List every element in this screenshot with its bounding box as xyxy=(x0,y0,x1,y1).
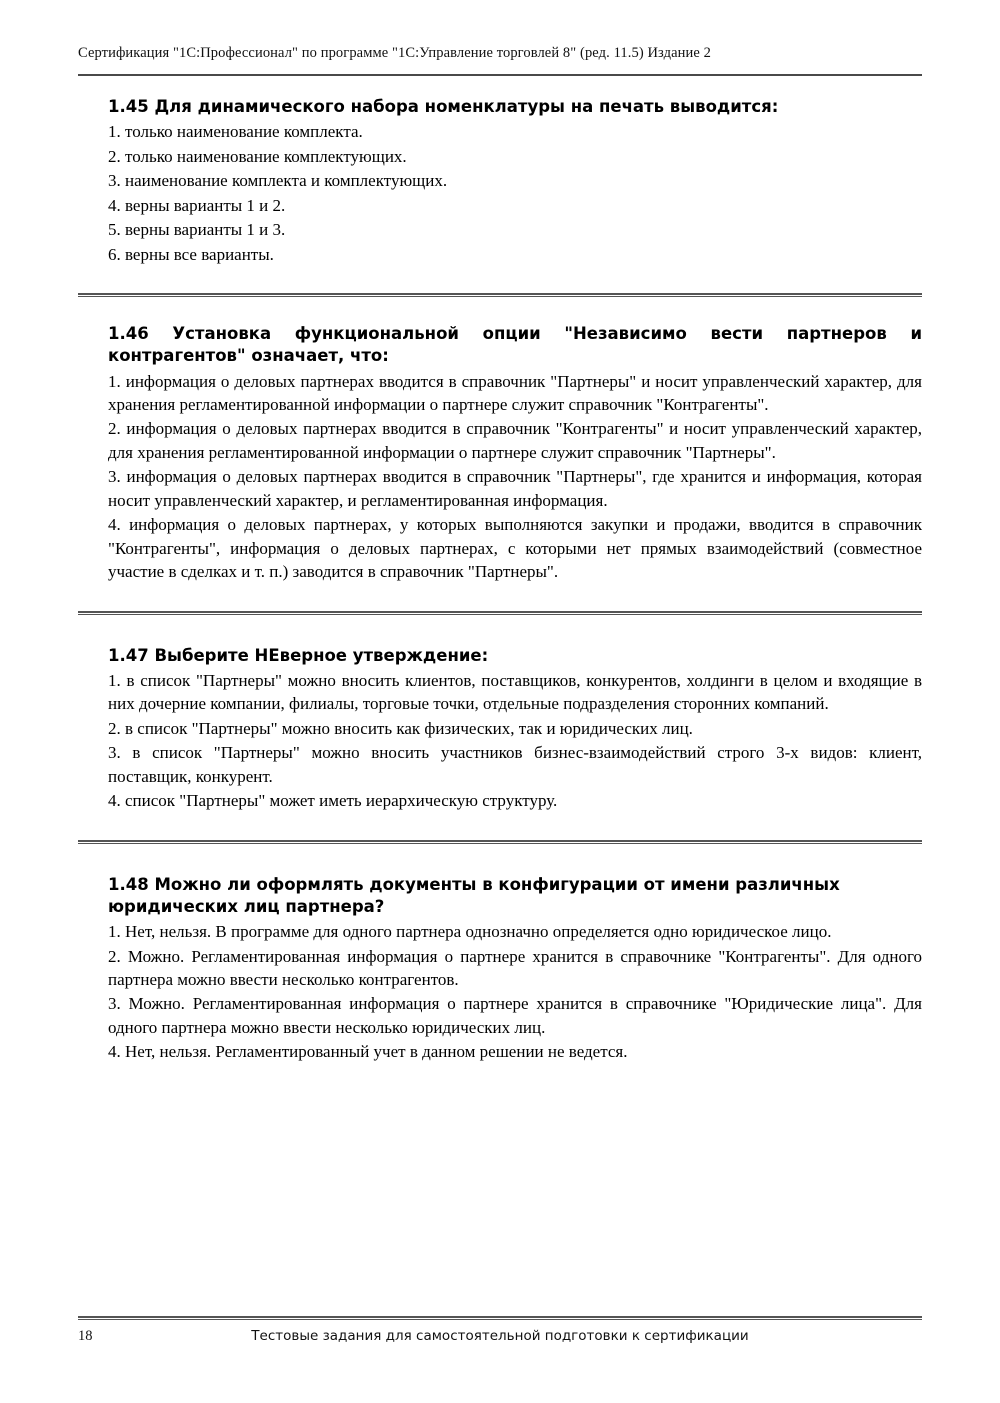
question-number-1-45: 1.45 xyxy=(108,97,149,116)
question-text-1-45: Для динамического набора номенклатуры на печать выводится: xyxy=(154,97,779,116)
question-number-1-48: 1.48 xyxy=(108,874,149,894)
footer-divider xyxy=(78,1316,922,1320)
answer-list-1-48 xyxy=(108,920,922,1064)
question-block-1-48 xyxy=(78,874,922,1064)
question-text-1-46: Установка функциональной опции "Независимо вести партнеров и контрагентов" означает, что: xyxy=(108,323,923,366)
question-block-1-46 xyxy=(78,323,922,584)
list-item: 1. только наименование комплекта. xyxy=(108,122,363,142)
list-item: 2. только наименование комплектующих. xyxy=(108,146,407,166)
header-divider xyxy=(78,74,922,76)
list-item: 4. Нет, нельзя. Регламентированный учет в данном решении не ведется. xyxy=(108,1042,628,1062)
question-title-1-46 xyxy=(108,323,922,368)
list-item: 5. верны варианты 1 и 3. xyxy=(108,220,286,240)
page-content xyxy=(78,96,922,1065)
question-title-1-45 xyxy=(108,96,922,118)
question-number-1-47: 1.47 xyxy=(108,645,149,665)
spacer xyxy=(78,267,922,293)
list-item: 2. в список "Партнеры" можно вносить как физических, так и юридических лиц. xyxy=(108,718,693,738)
list-item: 1. Нет, нельзя. В программе для одного партнера однозначно определяется одно юридическое лицо. xyxy=(108,922,832,942)
spacer xyxy=(78,585,922,611)
spacer xyxy=(78,615,922,645)
spacer xyxy=(78,297,922,323)
question-text-1-48: Можно ли оформлять документы в конфигурации от имени различных юридических лиц партнера? xyxy=(108,874,840,916)
list-item: 4. информация о деловых партнерах, у которых выполняются закупки и продажи, вводится в справочник "Контрагенты", информация о деловых партнерах, с которыми нет прямых взаимодействий (совместное участие в сделках и т. п.) заводится в справочник "Партнеры". xyxy=(108,515,922,582)
list-item: 6. верны все варианты. xyxy=(108,244,274,264)
spacer xyxy=(78,844,922,874)
list-item: 3. Можно. Регламентированная информация о партнере хранится в справочнике "Юридические лица". Для одного партнера можно ввести несколько юридических лиц. xyxy=(108,994,922,1037)
spacer xyxy=(78,814,922,840)
answer-list-1-46 xyxy=(108,370,922,584)
list-item: 1. в список "Партнеры" можно вносить клиентов, поставщиков, конкурентов, холдинги в целом и входящие в них дочерние компании, филиалы, торговые точки, отдельные подразделения сторонних компаний. xyxy=(108,670,922,714)
list-item: 3. информация о деловых партнерах вводится в справочник "Партнеры", где хранится и информация, которая носит управленческий характер, и регламентированная информация. xyxy=(108,467,922,510)
footer-text: Тестовые задания для самостоятельной подготовки к сертификации xyxy=(251,1328,749,1344)
question-title-1-48 xyxy=(108,874,922,919)
answer-list-1-47 xyxy=(108,669,922,813)
list-item: 1. информация о деловых партнерах вводится в справочник "Партнеры" и носит управленческий характер, для хранения регламентированной информации о партнере служит справочник "Контрагенты". xyxy=(108,371,922,414)
question-block-1-47 xyxy=(78,645,922,813)
list-item: 3. наименование комплекта и комплектующих. xyxy=(108,171,448,191)
question-title-1-47 xyxy=(108,645,922,667)
page-number: 18 xyxy=(78,1328,93,1344)
list-item: 2. информация о деловых партнерах вводится в справочник "Контрагенты" и носит управленческий характер, для хранения регламентированной информации о партнере служит справочник "Партнеры". xyxy=(108,419,922,462)
list-item: 4. список "Партнеры" может иметь иерархическую структуру. xyxy=(108,791,558,811)
question-number-1-46: 1.46 xyxy=(108,323,149,343)
answer-list-1-45 xyxy=(108,120,922,266)
list-item: 4. верны варианты 1 и 2. xyxy=(108,195,286,215)
question-text-1-47: Выберите НЕверное утверждение: xyxy=(154,645,489,665)
list-item: 2. Можно. Регламентированная информация о партнере хранится в справочнике "Контрагенты". Для одного партнера можно ввести несколько контрагентов. xyxy=(108,946,922,990)
question-block-1-45 xyxy=(78,96,922,266)
list-item: 3. в список "Партнеры" можно вносить участников бизнес-взаимодействий строго 3-х видов: клиент, поставщик, конкурент. xyxy=(108,743,922,786)
page-header: Сертификация "1С:Профессионал" по программе "1С:Управление торговлей 8" (ред. 11.5) Издание 2 xyxy=(78,45,711,61)
